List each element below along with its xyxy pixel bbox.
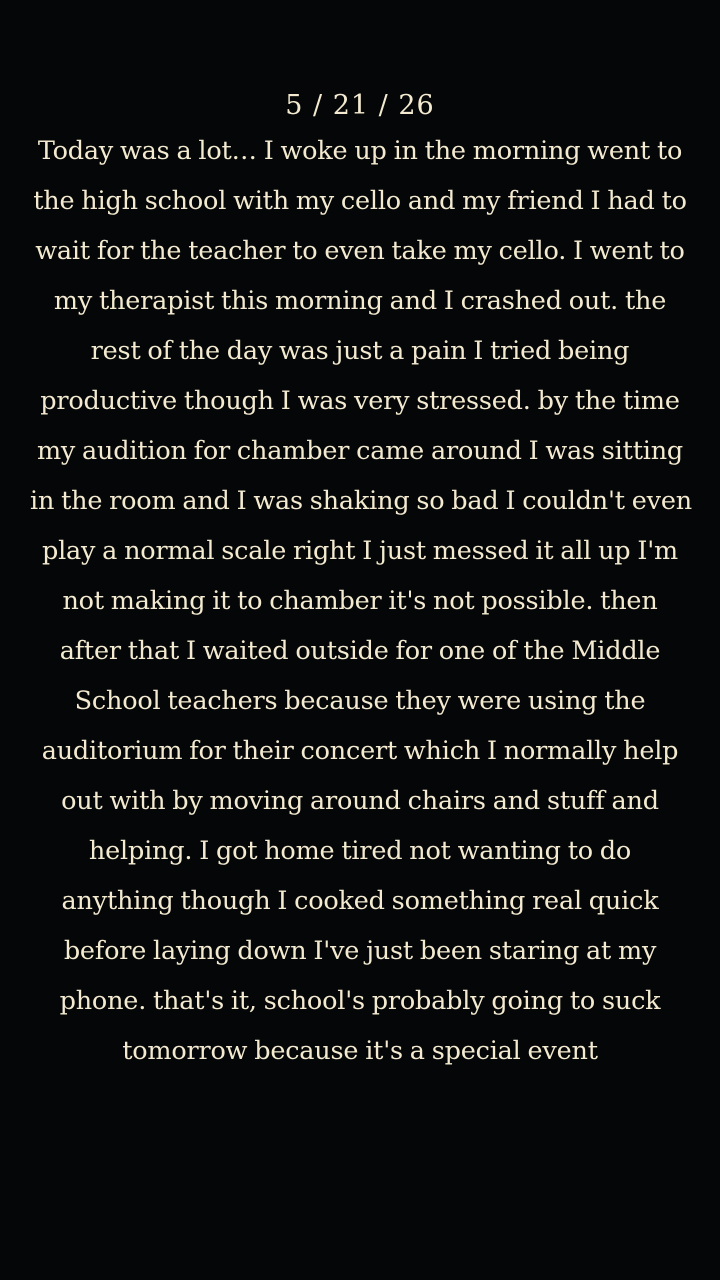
entry-line: my audition for chamber came around I was sitting xyxy=(36,436,684,466)
entry-line: auditorium for their concert which I normally help xyxy=(41,736,679,766)
entry-line: in the room and I was shaking so bad I couldn't even xyxy=(30,486,692,516)
entry-line: the high school with my cello and my friend I had to xyxy=(33,186,687,216)
entry-line: out with by moving around chairs and stuff and xyxy=(61,786,659,816)
entry-line: tomorrow because it's a special event xyxy=(122,1036,598,1066)
entry-line: my therapist this morning and I crashed out. the xyxy=(53,286,667,316)
entry-line: wait for the teacher to even take my cello. I went to xyxy=(35,236,685,266)
entry-body xyxy=(30,126,690,1076)
entry-line: before laying down I've just been staring at my xyxy=(63,936,657,966)
entry-line: not making it to chamber it's not possible. then xyxy=(62,586,658,616)
entry-line: play a normal scale right I just messed it all up I'm xyxy=(41,536,679,566)
entry-line: School teachers because they were using the xyxy=(74,686,646,716)
entry-date: 5 / 21 / 26 xyxy=(285,90,435,121)
entry-line: helping. I got home tired not wanting to do xyxy=(88,836,632,866)
entry-line: productive though I was very stressed. by the time xyxy=(40,386,680,416)
entry-line: phone. that's it, school's probably going to suck xyxy=(59,986,661,1016)
entry-line: rest of the day was just a pain I tried being xyxy=(90,336,630,366)
entry-line: Today was a lot… I woke up in the morning went to xyxy=(37,136,683,166)
entry-line: anything though I cooked something real quick xyxy=(61,886,659,916)
entry-line: after that I waited outside for one of the Middle xyxy=(59,636,661,666)
